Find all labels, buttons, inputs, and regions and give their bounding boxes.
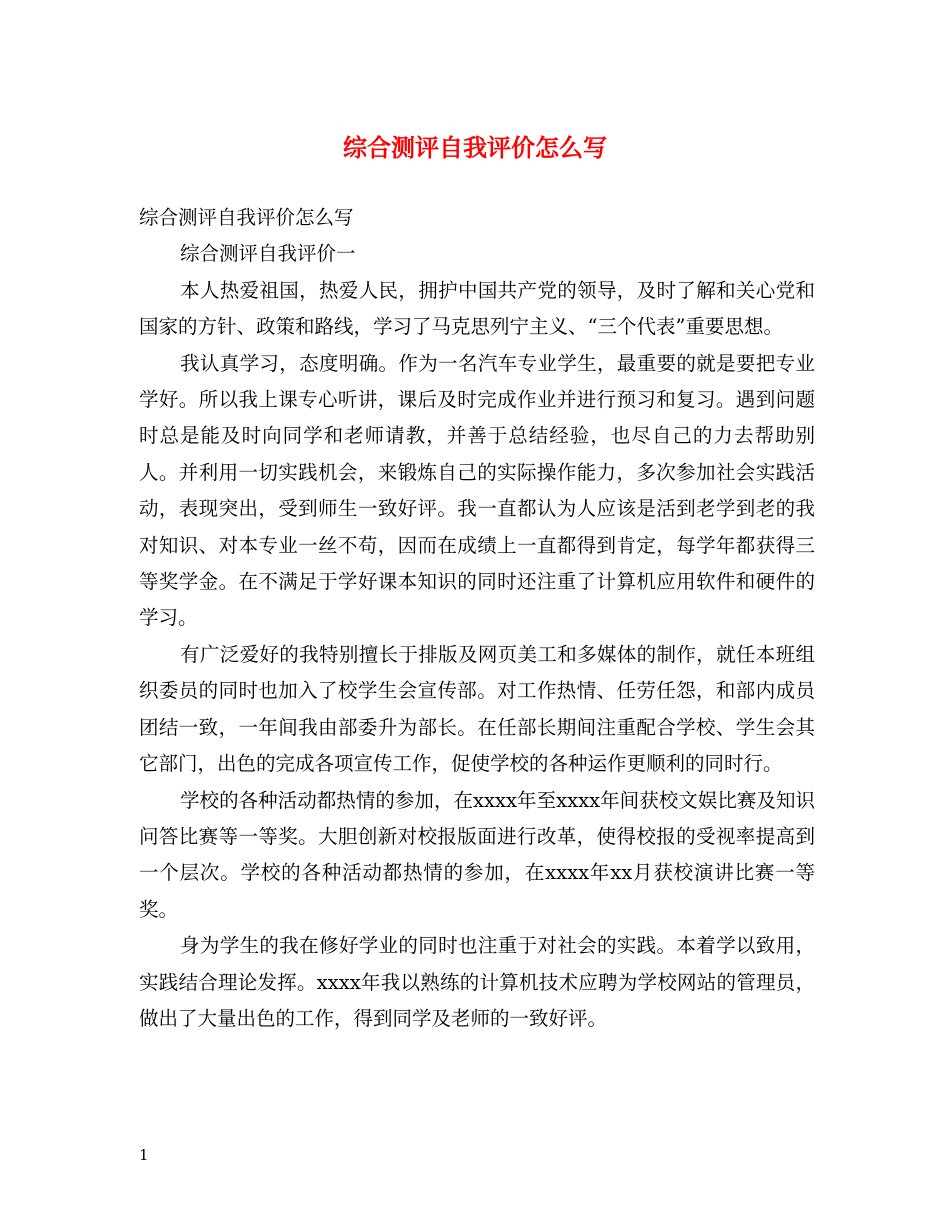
subtitle-line: 综合测评自我评价怎么写 bbox=[139, 206, 354, 229]
paragraph: 身为学生的我在修好学业的同时也注重于对社会的实践。本着学以致用，实践结合理论发挥。xxxx年我以熟练的计算机技术应聘为学校网站的管理员，做出了大量出色的工作，得到同学及老师的一致好评。 bbox=[139, 934, 815, 1030]
document-title: 综合测评自我评价怎么写 bbox=[343, 133, 607, 162]
paragraph: 有广泛爱好的我特别擅长于排版及网页美工和多媒体的制作，就任本班组织委员的同时也加入了校学生会宣传部。对工作热情、任劳任怨，和部内成员团结一致，一年间我由部委升为部长。在任部长期间注重配合学校、学生会其它部门，出色的完成各项宣传工作，促使学校的各种运作更顺利的同时行。 bbox=[139, 642, 815, 776]
section-heading: 综合测评自我评价一 bbox=[180, 242, 356, 266]
paragraph: 本人热爱祖国，热爱人民，拥护中国共产党的领导，及时了解和关心党和国家的方针、政策和路线，学习了马克思列宁主义、“三个代表”重要思想。 bbox=[139, 278, 815, 339]
paragraph: 学校的各种活动都热情的参加，在xxxx年至xxxx年间获校文娱比赛及知识问答比赛等一等奖。大胆创新对校报版面进行改革，使得校报的受视率提高到一个层次。学校的各种活动都热情的参加，在xxxx年xx月获校演讲比赛一等奖。 bbox=[139, 788, 815, 921]
page-number: 1 bbox=[139, 1146, 149, 1164]
paragraph: 我认真学习，态度明确。作为一名汽车专业学生，最重要的就是要把专业学好。所以我上课专心听讲，课后及时完成作业并进行预习和复习。遇到问题时总是能及时向同学和老师请教，并善于总结经验，也尽自己的力去帮助别人。并利用一切实践机会，来锻炼自己的实际操作能力，多次参加社会实践活动，表现突出，受到师生一致好评。我一直都认为人应该是活到老学到老的我对知识、对本专业一丝不苟，因而在成绩上一直都得到肯定，每学年都获得三等奖学金。在不满足于学好课本知识的同时还注重了计算机应用软件和硬件的学习。 bbox=[139, 351, 815, 630]
document-body bbox=[139, 200, 815, 1037]
